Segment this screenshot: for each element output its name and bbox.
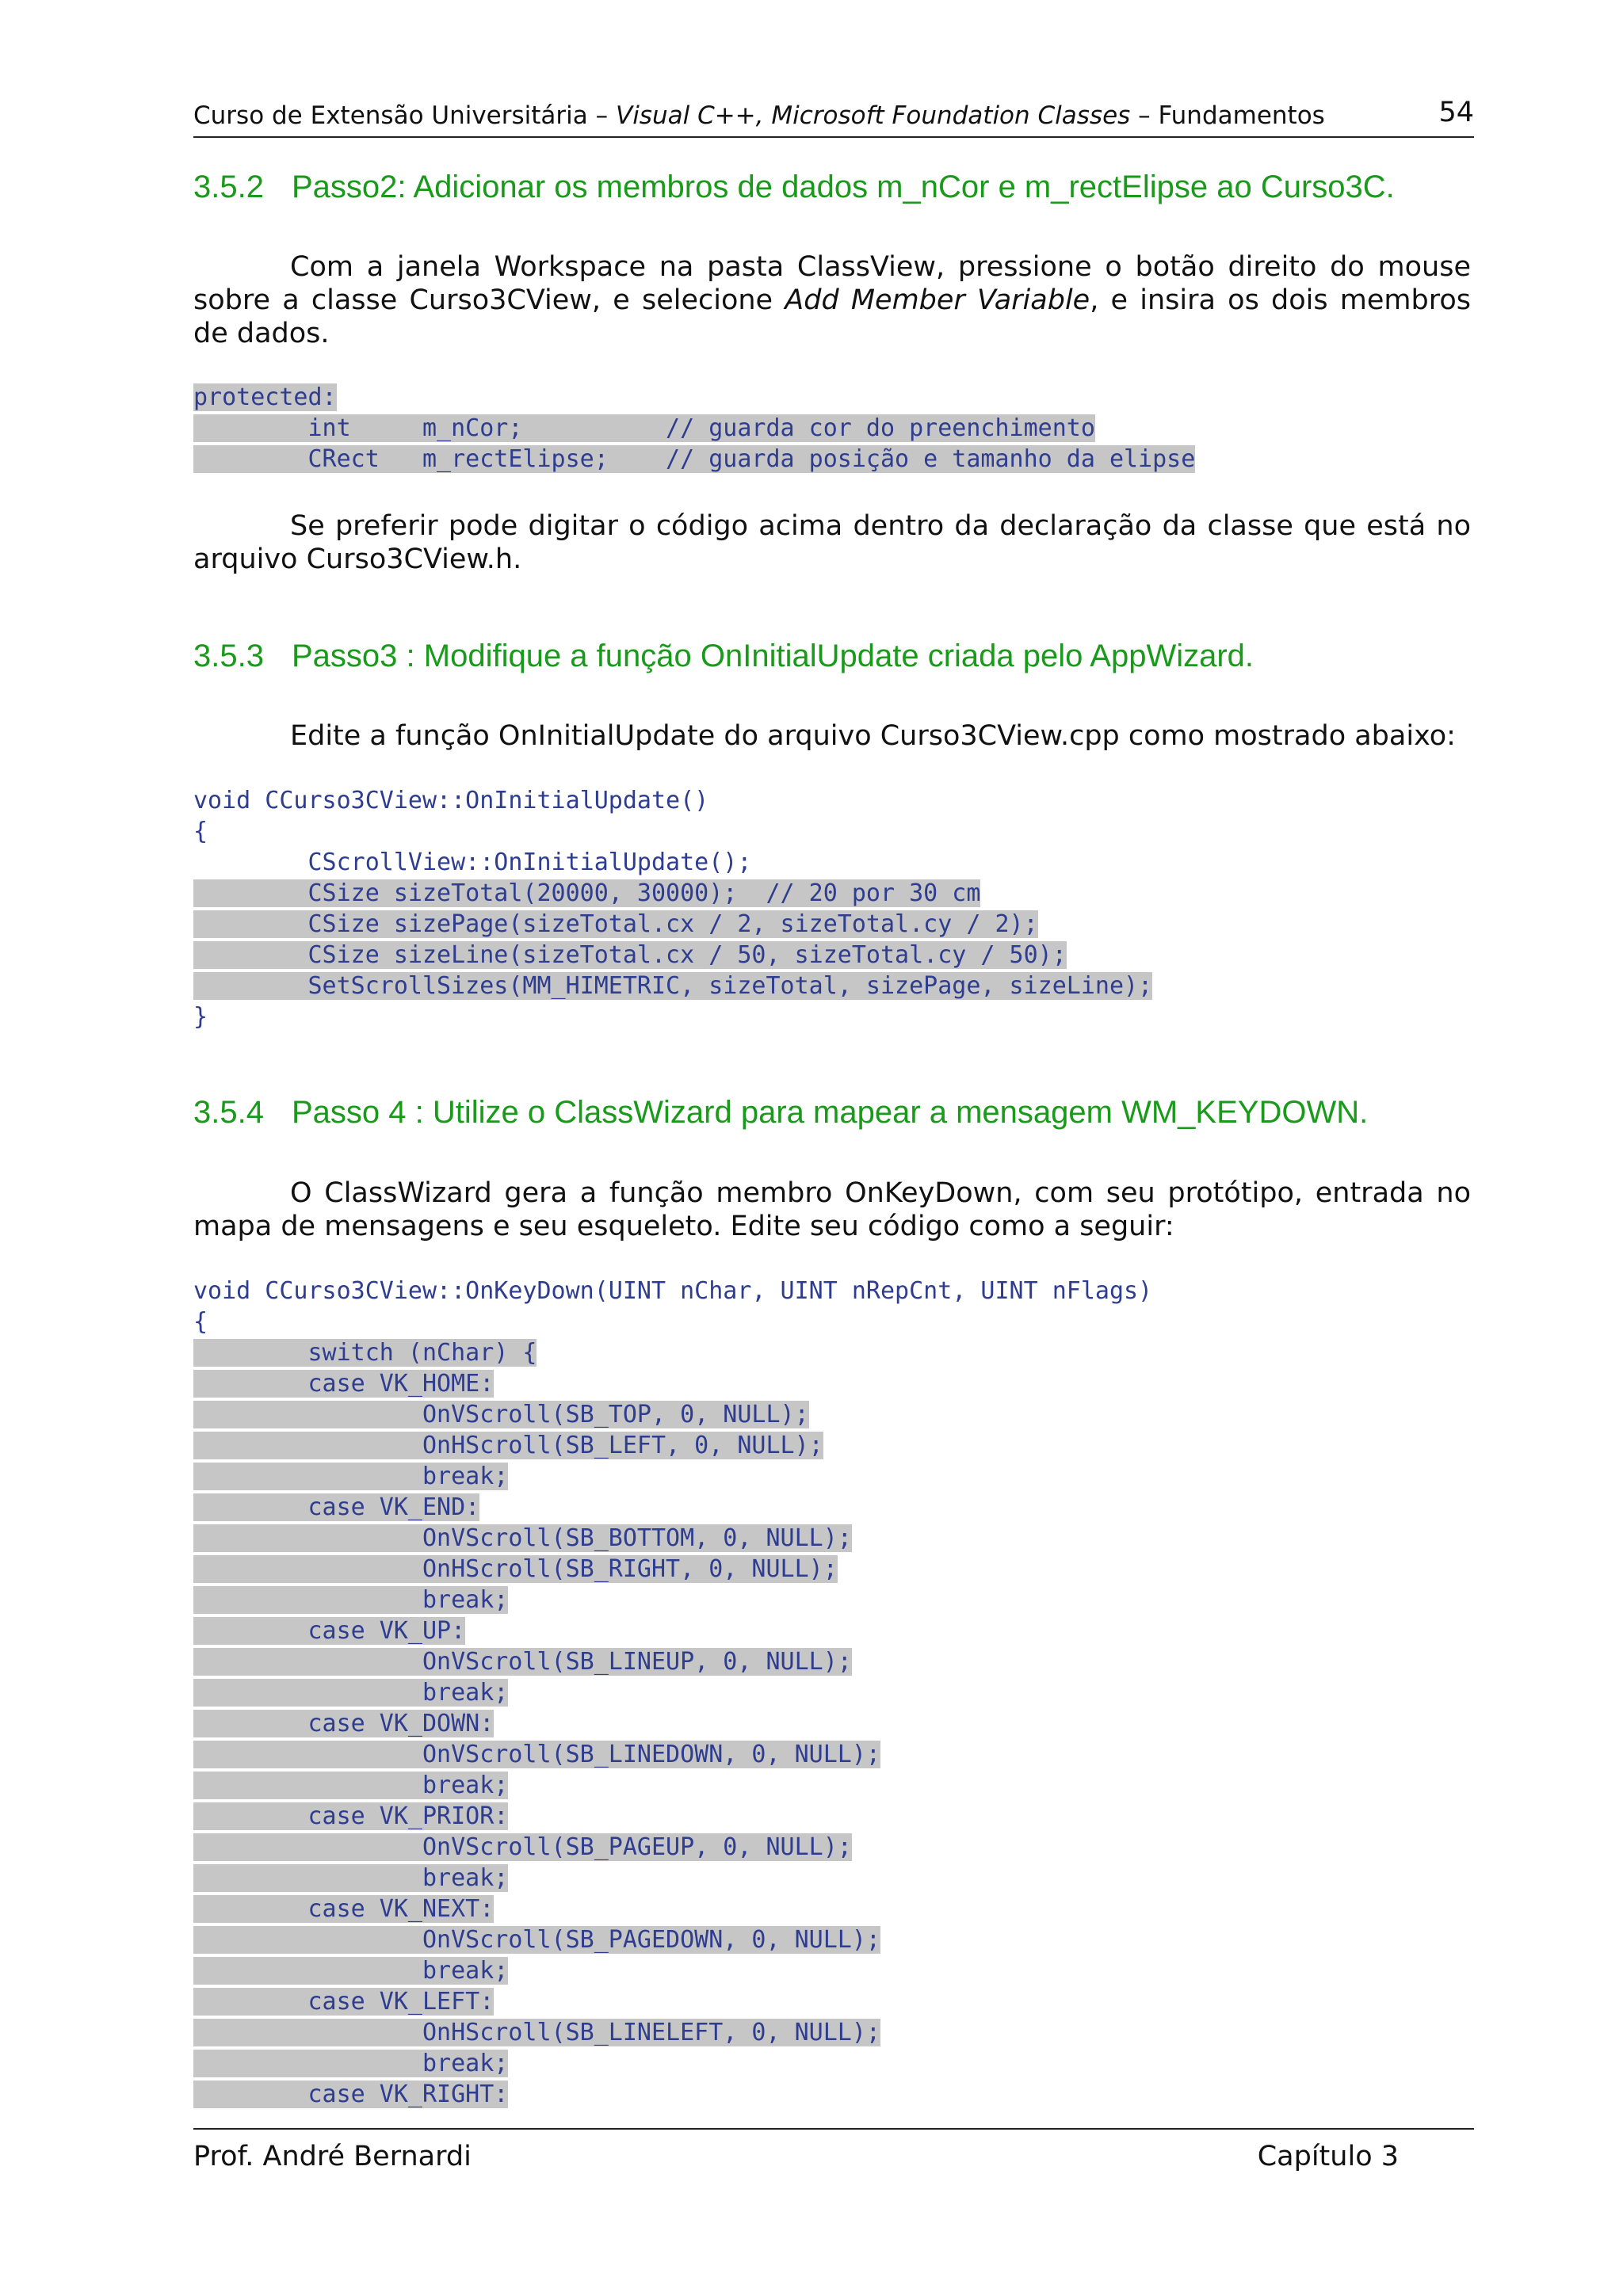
code-line — [193, 1739, 1152, 1770]
footer-author: Prof. André Bernardi — [193, 2141, 472, 2172]
code-line-text: break; — [193, 2050, 509, 2077]
paragraph-3-5-2-note — [193, 509, 1471, 576]
code-line — [193, 1986, 1152, 2017]
section-heading-3-5-2 — [193, 170, 1395, 205]
section-number: 3.5.2 — [193, 170, 264, 204]
code-line — [193, 816, 1152, 847]
paragraph-3-5-2-intro — [193, 250, 1471, 350]
paragraph-text: O ClassWizard gera a função membro OnKeyDown, com seu protótipo, entrada no mapa de mensagens e seu esqueleto. Edite seu código como a seguir: — [193, 1177, 1471, 1242]
paragraph-3-5-3 — [193, 719, 1471, 753]
code-line — [193, 1677, 1152, 1708]
section-number: 3.5.4 — [193, 1095, 264, 1130]
code-line — [193, 1337, 1152, 1368]
code-line — [193, 1646, 1152, 1677]
paragraph-text: , e insira os dois membros de dados. — [193, 284, 1472, 349]
code-line — [193, 1554, 1152, 1585]
code-line — [193, 2079, 1152, 2110]
code-line — [193, 1306, 1152, 1337]
header-title — [193, 101, 1325, 130]
paragraph-text: Se preferir pode digitar o código acima dentro da declaração da classe que está no arquivo Curso3CView.h. — [193, 510, 1471, 575]
code-line-text: switch (nChar) { — [193, 1339, 537, 1367]
paragraph-3-5-4 — [193, 1177, 1471, 1243]
header-title-italic: Visual C++, Microsoft Foundation Classes — [615, 101, 1131, 130]
code-line-text: void CCurso3CView::OnInitialUpdate() — [193, 787, 709, 814]
page-number: 54 — [1438, 97, 1474, 128]
code-line — [193, 971, 1152, 1001]
section-number: 3.5.3 — [193, 639, 264, 673]
code-line — [193, 785, 1152, 816]
code-line-text: case VK_END: — [193, 1493, 480, 1521]
code-line — [193, 1585, 1152, 1615]
code-line-text: { — [193, 1308, 208, 1336]
code-line — [193, 1832, 1152, 1863]
section-heading-3-5-4 — [193, 1095, 1368, 1131]
header-title-pre: Curso de Extensão Universitária – — [193, 101, 616, 130]
code-line-text: case VK_HOME: — [193, 1370, 495, 1398]
code-line — [193, 940, 1152, 971]
code-line-text: break; — [193, 1864, 509, 1892]
code-line — [193, 2017, 1152, 2048]
paragraph-italic-text: Add Member Variable — [785, 284, 1090, 316]
code-line-text: case VK_DOWN: — [193, 1710, 495, 1737]
code-line-text: break; — [193, 1679, 509, 1707]
code-line-text: CScrollView::OnInitialUpdate(); — [193, 849, 752, 876]
code-line-text: } — [193, 1003, 208, 1031]
code-line — [193, 909, 1152, 940]
code-line-text: SetScrollSizes(MM_HIMETRIC, sizeTotal, sizePage, sizeLine); — [193, 972, 1153, 1000]
code-line — [193, 1399, 1152, 1430]
section-title: Passo2: Adicionar os membros de dados m_nCor e m_rectElipse ao Curso3C. — [292, 170, 1395, 204]
code-line — [193, 1430, 1152, 1461]
code-line-text: OnHScroll(SB_LINELEFT, 0, NULL); — [193, 2019, 880, 2046]
code-line — [193, 847, 1152, 878]
header-title-post: – Fundamentos — [1130, 101, 1325, 130]
code-line-text: void CCurso3CView::OnKeyDown(UINT nChar, UINT nRepCnt, UINT nFlags) — [193, 1277, 1153, 1305]
code-line — [193, 1708, 1152, 1739]
code-line — [193, 2048, 1152, 2079]
code-line-text: break; — [193, 1957, 509, 1985]
code-line-text: CSize sizePage(sizeTotal.cx / 2, sizeTotal.cy / 2); — [193, 910, 1038, 938]
code-line — [193, 1001, 1152, 1032]
code-line — [193, 1523, 1152, 1554]
code-line-text: { — [193, 818, 208, 845]
code-line — [193, 878, 1152, 909]
code-line-text: protected: — [193, 383, 337, 411]
code-line-text: CSize sizeTotal(20000, 30000); // 20 por 30 cm — [193, 879, 981, 907]
code-line — [193, 1863, 1152, 1894]
code-line-text: case VK_LEFT: — [193, 1988, 495, 2016]
code-line-text: OnHScroll(SB_LEFT, 0, NULL); — [193, 1432, 823, 1459]
code-block-oninitialupdate — [193, 785, 1152, 1032]
code-line-text: OnHScroll(SB_RIGHT, 0, NULL); — [193, 1555, 838, 1583]
page-footer — [193, 2128, 1474, 2177]
code-line — [193, 1461, 1152, 1492]
code-line-text: OnVScroll(SB_PAGEUP, 0, NULL); — [193, 1833, 852, 1861]
code-line — [193, 1955, 1152, 1986]
code-line — [193, 413, 1195, 444]
code-line-text: OnVScroll(SB_LINEDOWN, 0, NULL); — [193, 1741, 880, 1768]
code-line — [193, 382, 1195, 413]
section-title: Passo 4 : Utilize o ClassWizard para mapear a mensagem WM_KEYDOWN. — [292, 1095, 1369, 1130]
code-line — [193, 1924, 1152, 1955]
code-line-text: break; — [193, 1463, 509, 1490]
code-line — [193, 1276, 1152, 1306]
code-line-text: CRect m_rectElipse; // guarda posição e tamanho da elipse — [193, 445, 1196, 473]
code-line-text: break; — [193, 1586, 509, 1614]
code-line-text: case VK_NEXT: — [193, 1895, 495, 1923]
code-line-text: OnVScroll(SB_TOP, 0, NULL); — [193, 1401, 809, 1428]
code-line-text: OnVScroll(SB_BOTTOM, 0, NULL); — [193, 1524, 852, 1552]
code-block-members — [193, 382, 1195, 475]
paragraph-text: Edite a função OnInitialUpdate do arquivo Curso3CView.cpp como mostrado abaixo: — [290, 720, 1456, 752]
code-line — [193, 1770, 1152, 1801]
code-line — [193, 1368, 1152, 1399]
code-line-text: CSize sizeLine(sizeTotal.cx / 50, sizeTotal.cy / 50); — [193, 941, 1067, 969]
code-line-text: int m_nCor; // guarda cor do preenchimento — [193, 414, 1095, 442]
code-block-onkeydown — [193, 1276, 1152, 2110]
code-line-text: case VK_RIGHT: — [193, 2081, 509, 2108]
paragraph-text: Com a janela Workspace na pasta ClassView, pressione o botão direito do mouse sobre a classe Curso3CView, e selecione — [193, 251, 1471, 316]
section-heading-3-5-3 — [193, 639, 1254, 674]
code-line — [193, 444, 1195, 475]
section-title: Passo3 : Modifique a função OnInitialUpdate criada pelo AppWizard. — [292, 639, 1254, 673]
code-line — [193, 1615, 1152, 1646]
page-header — [193, 97, 1474, 138]
code-line-text: case VK_UP: — [193, 1617, 466, 1645]
code-line-text: OnVScroll(SB_PAGEDOWN, 0, NULL); — [193, 1926, 880, 1954]
footer-chapter: Capítulo 3 — [1257, 2141, 1399, 2172]
code-line — [193, 1492, 1152, 1523]
code-line-text: break; — [193, 1772, 509, 1799]
code-line — [193, 1801, 1152, 1832]
code-line — [193, 1894, 1152, 1924]
code-line-text: case VK_PRIOR: — [193, 1802, 509, 1830]
code-line-text: OnVScroll(SB_LINEUP, 0, NULL); — [193, 1648, 852, 1676]
